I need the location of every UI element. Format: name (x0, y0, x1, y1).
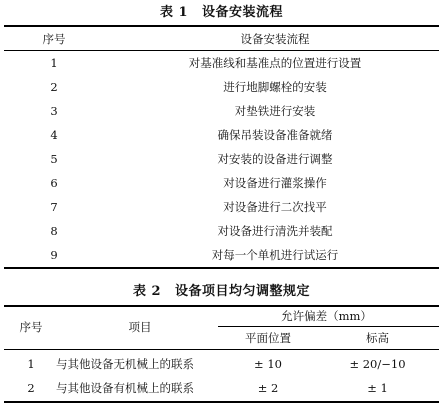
table2-row-num: 2 (27, 381, 35, 395)
table1-row-num: 4 (50, 128, 58, 142)
table2-header-deviation: 允许偏差（mm） (281, 309, 372, 323)
table2-row-position: ± 10 (254, 357, 282, 371)
table1-row-step: 进行地脚螺栓的安装 (223, 80, 327, 94)
table1-row-step: 确保吊装设备准备就绪 (217, 128, 333, 142)
table2-row-item: 与其他设备无机械上的联系 (56, 357, 194, 371)
table1-row-step: 对基准线和基准点的位置进行设置 (188, 56, 362, 70)
table2-row-elevation: ± 1 (367, 381, 388, 395)
table1-title: 设备安装流程 (202, 5, 284, 20)
table1-number: 表 1 (159, 5, 189, 20)
table1-row-num: 2 (50, 80, 58, 94)
table2-header-rule (4, 349, 439, 350)
table1-row-step: 对设备进行清洗并装配 (217, 224, 333, 238)
table2-header-item: 项目 (128, 320, 152, 334)
table1-caption (0, 5, 443, 21)
table1-row-num: 3 (50, 104, 58, 118)
table2-row-position: ± 2 (257, 381, 279, 395)
table1-bottom-rule (4, 267, 439, 269)
table1-header-rule (4, 50, 439, 51)
table1-row-step: 对安装的设备进行调整 (217, 152, 333, 166)
table1-row-step: 对设备进行二次找平 (223, 200, 327, 214)
table1-row-num: 6 (50, 176, 58, 190)
table2-row-elevation: ± 20/−10 (349, 357, 406, 371)
table2-bottom-rule (4, 401, 439, 403)
table1-header-num: 序号 (42, 32, 66, 46)
table1-row-num: 7 (50, 200, 58, 214)
table1-row-num: 8 (50, 224, 58, 238)
table2-header-elevation: 标高 (366, 331, 389, 345)
table1-row-step: 对垫铁进行安装 (234, 104, 316, 118)
table1-header-step: 设备安装流程 (240, 32, 310, 46)
table2-header-position: 平面位置 (245, 331, 291, 345)
table1-row-num: 5 (50, 152, 58, 166)
table2-title: 设备项目均匀调整规定 (175, 284, 311, 299)
table2-subheader-rule (218, 326, 439, 327)
table2-caption (0, 284, 443, 300)
table2-row-num: 1 (27, 357, 35, 371)
table1-row-step: 对每一个单机进行试运行 (211, 248, 339, 262)
table1-row-num: 9 (50, 248, 58, 262)
table2-number: 表 2 (132, 284, 162, 299)
table2-row-item: 与其他设备有机械上的联系 (56, 381, 194, 395)
table1-row-num: 1 (50, 56, 58, 70)
table2-top-rule (4, 305, 439, 307)
table2-header-num: 序号 (19, 320, 43, 334)
table1-top-rule (4, 25, 439, 27)
table1-row-step: 对设备进行灌浆操作 (223, 176, 327, 190)
